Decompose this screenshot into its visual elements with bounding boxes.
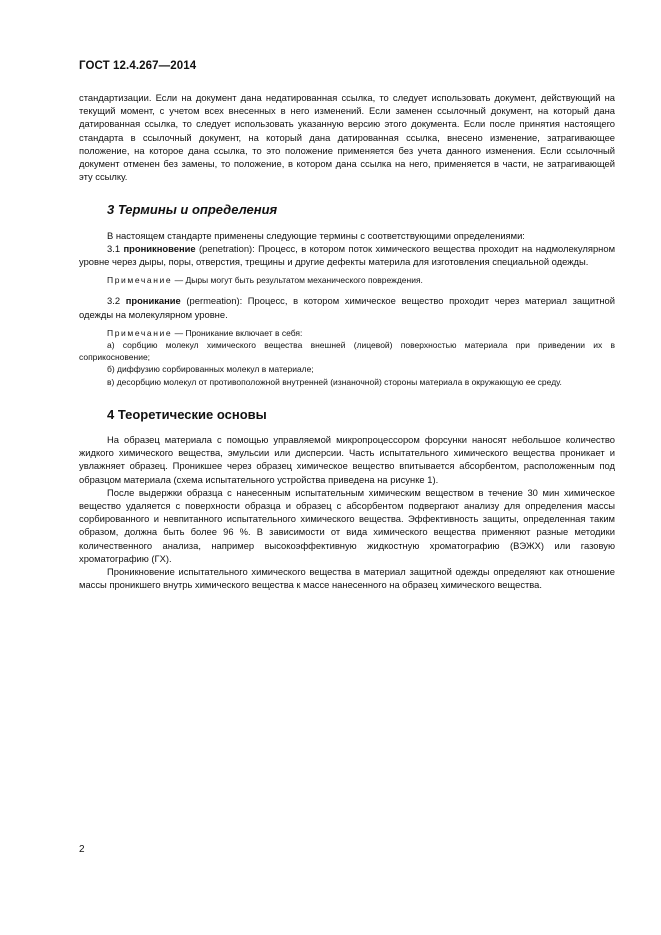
page-number: 2: [79, 844, 85, 855]
term-name: проникновение: [123, 242, 196, 254]
note-3-1: [79, 274, 615, 286]
section-4-heading: 4 Теоретические основы: [107, 406, 267, 422]
note-item-c: в) десорбцию молекул от противоположной внутренней (изнаночной) стороны материала в окружающую ее среду.: [107, 376, 562, 387]
note-item-b: б) диффузию сорбированных молекул в материале;: [107, 364, 314, 375]
note-label: Примечание: [107, 275, 173, 286]
section-4-paragraph-2: После выдержки образца с нанесенным испытательным химическим веществом в течение 30 мин химическое вещество удаляется с поверхности образца и образец с абсорбентом подвергают анализу для определения массы сорбированного и невпитанного испытательного химического вещества. Эффективность защиты, определенная таким образом, должна быть более 96 %. В зависимости от вида химического вещества применяют разные методики количественного анализа, например высокоэффективную жидкостную хроматографию (ВЭЖХ) или газовую хроматографию (ГХ).: [79, 486, 615, 564]
note-3-2: [79, 327, 615, 339]
term-number: 3.2: [107, 295, 121, 307]
section-3-lead: В настоящем стандарте применены следующие термины с соответствующими определениями:: [107, 229, 525, 241]
section-3-heading: 3 Термины и определения: [107, 202, 278, 218]
section-4-paragraph-1: На образец материала с помощью управляемой микропроцессором форсунки наносят небольшое количество жидкого химического вещества, эмульсии или дисперсии. Часть испытательного химического вещества проникает и увлажняет образец. Проникшее через образец химическое вещество впитывается абсорбентом, расположенным под образцом материала (схема испытательного устройства приведена на рисунке 1).: [79, 434, 615, 485]
term-name: проникание: [125, 295, 181, 307]
term-number: 3.1: [107, 242, 121, 254]
term-definition: (penetration): Процесс, в котором поток химического вещества проходит на надмолекулярном уровне через дыры, поры, отверстия, трещины и другие дефекты материла для изготовления специальной одежды.: [79, 242, 616, 268]
note-text: Проникание включает в себя:: [185, 327, 303, 338]
note-text: Дыры могут быть результатом механического повреждения.: [185, 275, 423, 286]
term-3-2: [79, 294, 615, 320]
section-4-paragraph-3: Проникновение испытательного химического вещества в материал защитной одежды определяют как отношение массы проникшего внутрь химического вещества к массе нанесенного на образец химического вещества.: [79, 566, 615, 591]
document-body: [79, 91, 615, 592]
note-dash: —: [174, 327, 184, 338]
note-item-a: а) сорбцию молекул химического вещества внешней (лицевой) поверхностью материала при приведении их в соприкосновение;: [79, 340, 615, 363]
intro-paragraph: стандартизации. Если на документ дана недатированная ссылка, то следует использовать документ, действующий на текущий момент, с учетом всех внесенных в него изменений. Если заменен ссылочный документ, на который дана датированная ссылка, то следует использовать указанную версию этого документа. Если после принятия настоящего стандарта в ссылочный документ, на который дана датированная ссылка, внесено изменение, затрагивающее положение, на которое дана ссылка, то это положение применяется без учета данного изменения. Если ссылочный документ отменен без замены, то положение, в котором дана ссылка на него, применяется в части, не затрагивающей эту ссылку.: [79, 92, 615, 183]
document-header: ГОСТ 12.4.267—2014: [79, 60, 197, 72]
note-dash: —: [174, 275, 184, 286]
note-label: Примечание: [107, 327, 173, 338]
term-3-1: [79, 242, 615, 268]
term-definition: (permeation): Процесс, в котором химическое вещество проходит через материал защитной одежды на молекулярном уровне.: [79, 295, 615, 320]
